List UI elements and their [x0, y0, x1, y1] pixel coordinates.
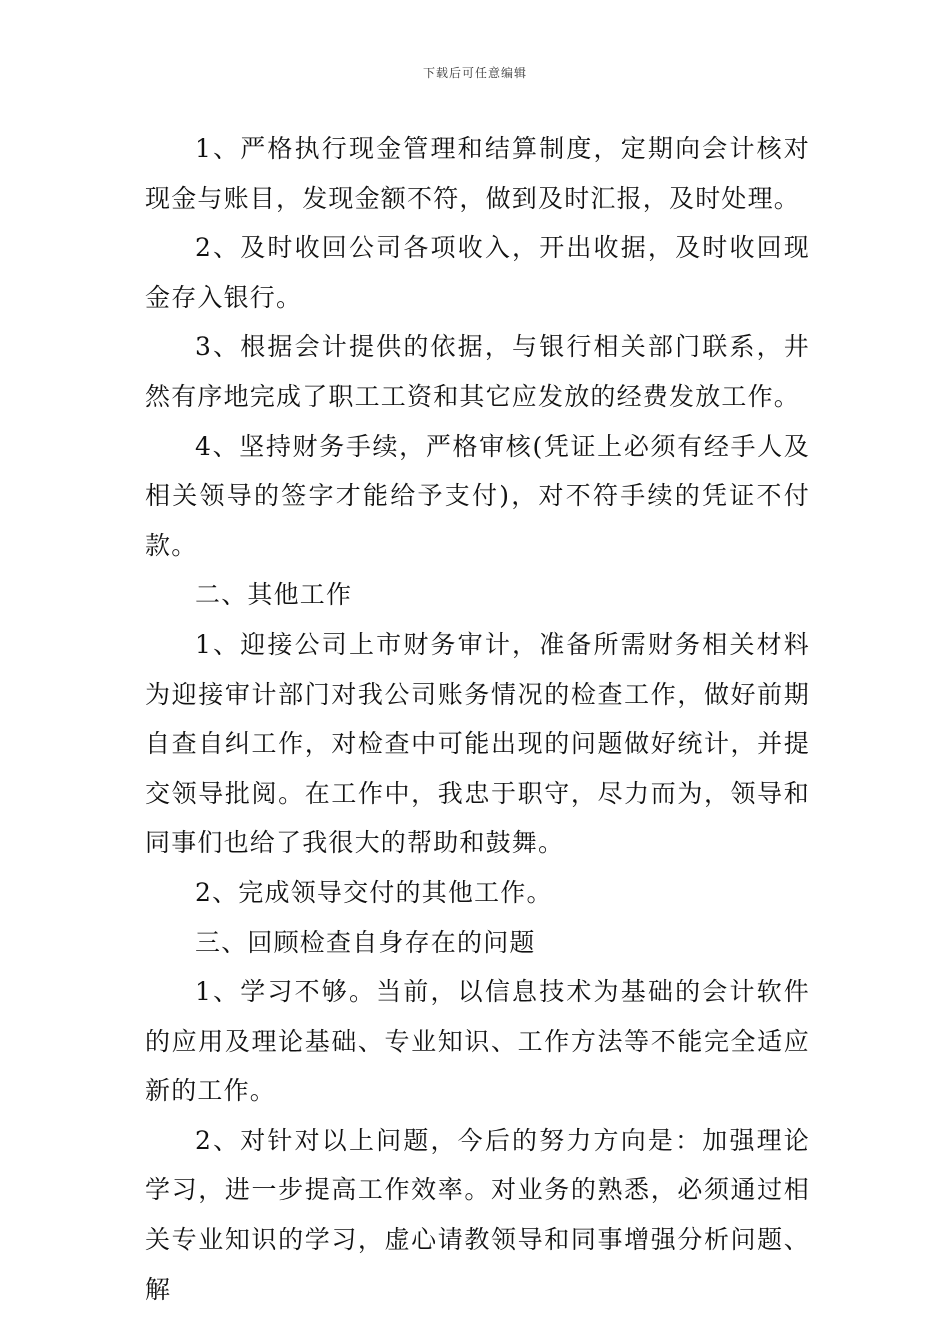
- paragraph: 2、及时收回公司各项收入，开出收据，及时收回现金存入银行。: [145, 233, 810, 312]
- paragraph: 1、严格执行现金管理和结算制度，定期向会计核对现金与账目，发现金额不符，做到及时汇报，及时处理。: [145, 134, 810, 213]
- document-body: [145, 124, 810, 1314]
- page-header-note: 下载后可任意编辑: [422, 66, 527, 80]
- section-heading: 三、回顾检查自身存在的问题: [195, 927, 536, 957]
- paragraph: 4、坚持财务手续，严格审核(凭证上必须有经手人及相关领导的签字才能给予支付)，对不符手续的凭证不付款。: [145, 431, 810, 560]
- paragraph: 1、迎接公司上市财务审计，准备所需财务相关材料为迎接审计部门对我公司账务情况的检查工作，做好前期自查自纠工作，对检查中可能出现的问题做好统计，并提交领导批阅。在工作中，我忠于职守，尽力而为，领导和同事们也给了我很大的帮助和鼓舞。: [145, 629, 810, 858]
- paragraph: 3、根据会计提供的依据，与银行相关部门联系，井然有序地完成了职工工资和其它应发放的经费发放工作。: [145, 332, 810, 411]
- section-heading: 二、其他工作: [195, 580, 353, 610]
- paragraph: 1、学习不够。当前，以信息技术为基础的会计软件的应用及理论基础、专业知识、工作方法等不能完全适应新的工作。: [145, 977, 810, 1106]
- paragraph: 2、完成领导交付的其他工作。: [195, 877, 553, 907]
- paragraph: 2、对针对以上问题，今后的努力方向是：加强理论学习，进一步提高工作效率。对业务的熟悉，必须通过相关专业知识的学习，虚心请教领导和同事增强分析问题、解: [145, 1125, 810, 1304]
